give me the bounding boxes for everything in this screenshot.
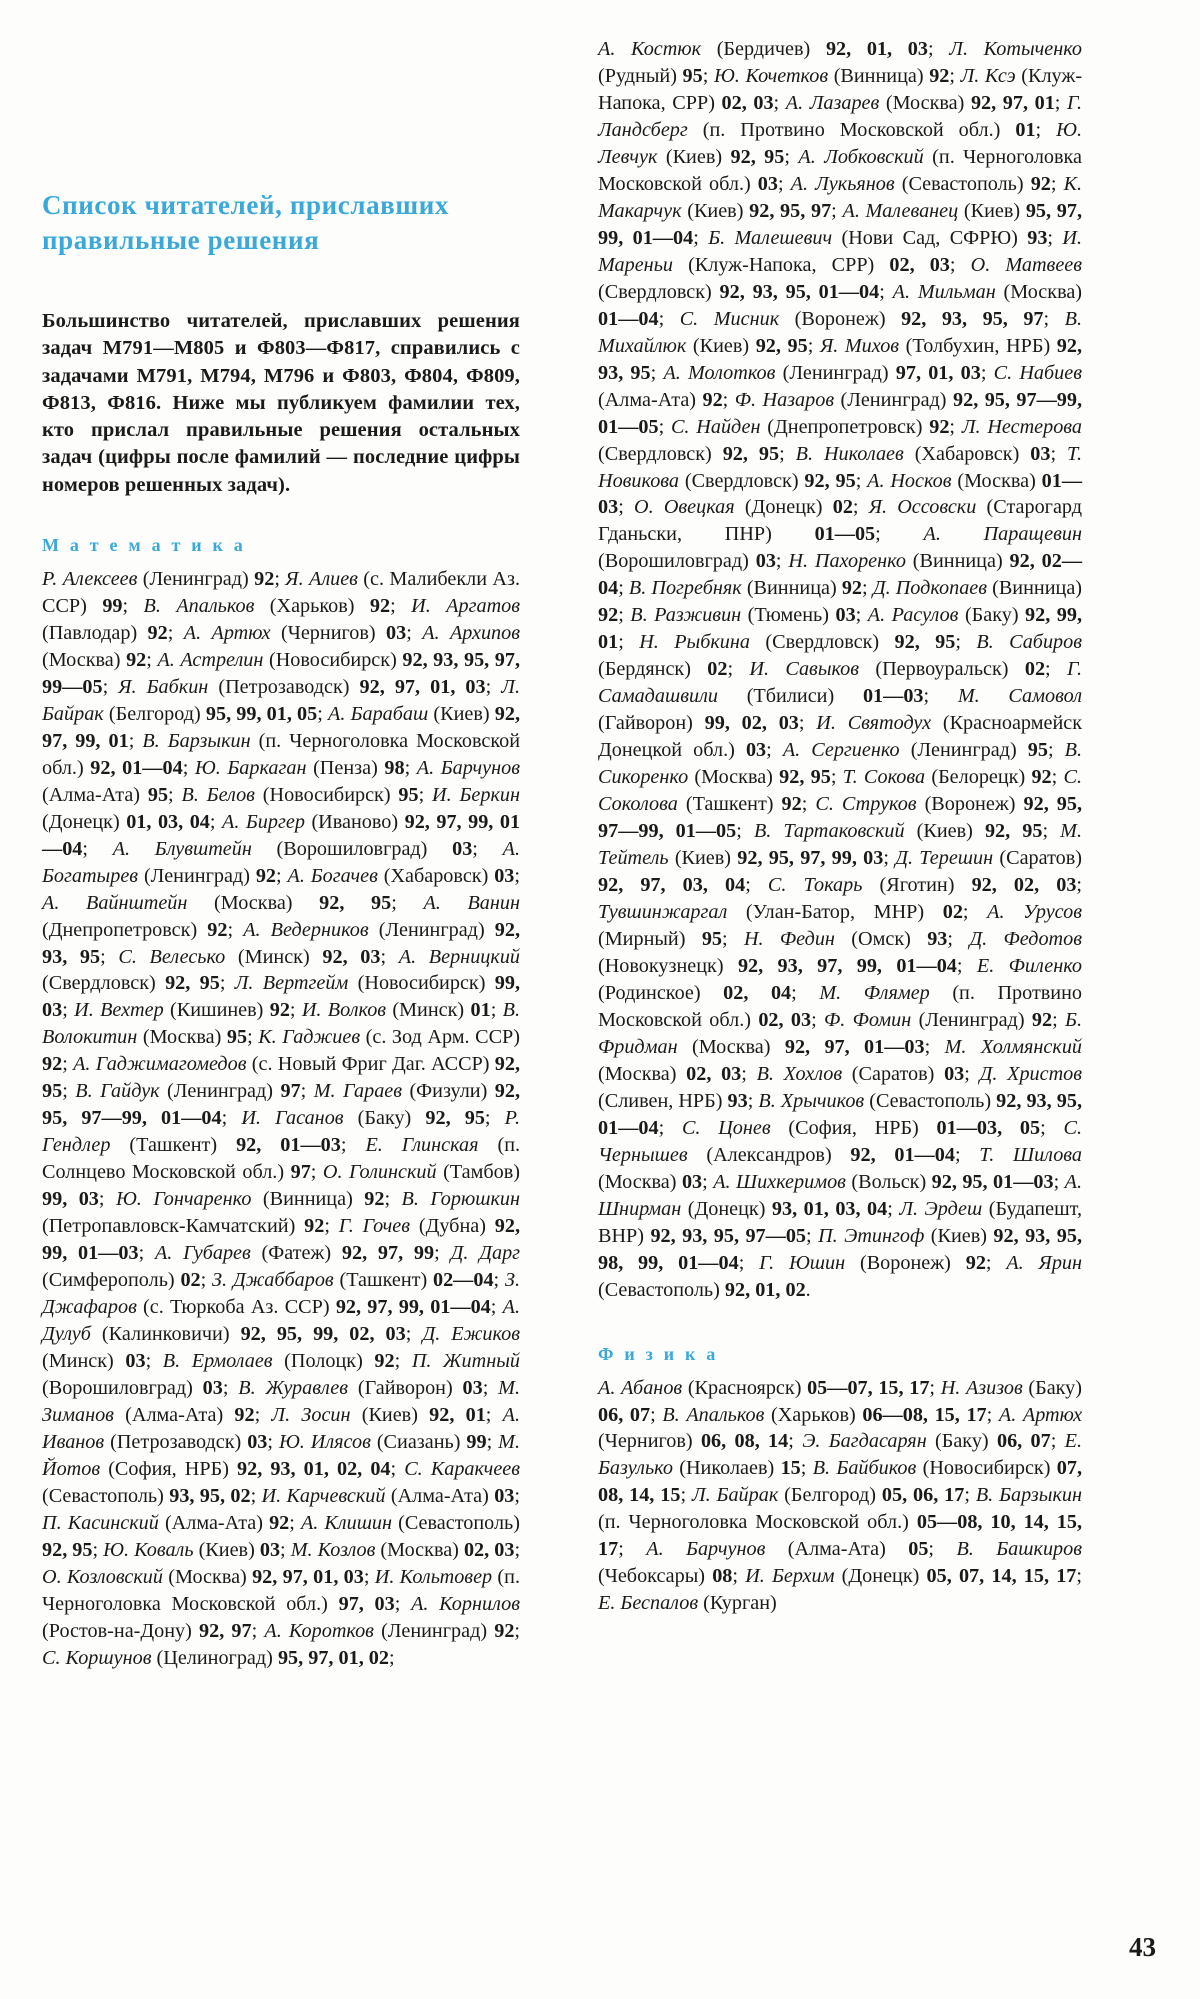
page-number: 43	[1129, 1932, 1156, 1962]
math-names-left: Р. Алексеев (Ленинград) 92; Я. Алиев (с. Малибекли Аз. ССР) 99; В. Апальков (Харьков) 92; И. Аргатов (Павлодар) 92; А. Артюх (Чернигов) 03; А. Архипов (Москва) 92; А. Астрелин (Новосибирск) 92, 93, 95, 97, 99—05; Я. Бабкин (Петрозаводск) 92, 97, 01, 03; Л. Байрак (Белгород) 95, 99, 01, 05; А. Барабаш (Киев) 92, 97, 99, 01; В. Барзыкин (п. Черноголовка Московской обл.) 92, 01—04; Ю. Баркаган (Пенза) 98; А. Барчунов (Алма-Ата) 95; В. Белов (Новосибирск) 95; И. Беркин (Донецк) 01, 03, 04; А. Биргер (Иваново) 92, 97, 99, 01—04; А. Блувштейн (Ворошиловград) 03; А. Богатырев (Ленинград) 92; А. Богачев (Хабаровск) 03; А. Вайнштейн (Москва) 92, 95; А. Ванин (Днепропетровск) 92; А. Ведерников (Ленинград) 92, 93, 95; С. Велесько (Минск) 92, 03; А. Верницкий (Свердловск) 92, 95; Л. Вертгейм (Новосибирск) 99, 03; И. Вехтер (Кишинев) 92; И. Волков (Минск) 01; В. Волокитин (Москва) 95; К. Гаджиев (с. Зод Арм. ССР) 92; А. Гаджимагомедов (с. Новый Фриг Даг. АССР) 92, 95; В. Гайдук (Ленинград) 97; М. Гараев (Физули) 92, 95, 97—99, 01—04; И. Гасанов (Баку) 92, 95; Р. Гендлер (Ташкент) 92, 01—03; Е. Глинская (п. Солнцево Московской обл.) 97; О. Голинский (Тамбов) 99, 03; Ю. Гончаренко (Винница) 92; В. Горюшкин (Петропавловск-Камчатский) 92; Г. Гочев (Дубна) 92, 99, 01—03; А. Губарев (Фатеж) 92, 97, 99; Д. Дарг (Симферополь) 02; З. Джаббаров (Ташкент) 02—04; З. Джафаров (с. Тюркоба Аз. ССР) 92, 97, 99, 01—04; А. Дулуб (Калинковичи) 92, 95, 99, 02, 03; Д. Ежиков (Минск) 03; В. Ермолаев (Полоцк) 92; П. Житный (Ворошиловград) 03; В. Журавлев (Гайворон) 03; М. Зиманов (Алма-Ата) 92; Л. Зосин (Киев) 92, 01; А. Иванов (Петрозаводск) 03; Ю. Илясов (Сиазань) 99; М. Йотов (София, НРБ) 92, 93, 01, 02, 04; С. Каракчеев (Севастополь) 93, 95, 02; И. Карчевский (Алма-Ата) 03; П. Касинский (Алма-Ата) 92; А. Клишин (Севастополь) 92, 95; Ю. Коваль (Киев) 03; М. Козлов (Москва) 02, 03; О. Козловский (Москва) 92, 97, 01, 03; И. Кольтовер (п. Черноголовка Московской обл.) 97, 03; А. Корнилов (Ростов-на-Дону) 92, 97; А. Коротков (Ленинград) 92; С. Коршунов (Целиноград) 95, 97, 01, 02;	[42, 567, 521, 1669]
intro-paragraph: Большинство читателей, приславших решения задач М791—М805 и Ф803—Ф817, справились с задачами М791, М794, М796 и Ф803, Ф804, Ф809, Ф813, Ф816. Ниже мы публикуем фамилии тех, кто прислал правильные решения остальных задач (цифры после фамилий — последние цифры номеров решенных задач).	[42, 310, 520, 496]
left-column	[42, 0, 582, 1999]
section-heading-physics: Ф и з и к а	[598, 1343, 719, 1364]
physics-names: А. Абанов (Красноярск) 05—07, 15, 17; Н. Азизов (Баку) 06, 07; В. Апальков (Харьков) 06—08, 15, 17; А. Артюх (Чернигов) 06, 08, 14; Э. Багдасарян (Баку) 06, 07; Е. Базулько (Николаев) 15; В. Байбиков (Новосибирск) 07, 08, 14, 15; Л. Байрак (Белгород) 05, 06, 17; В. Барзыкин (п. Черноголовка Московской обл.) 05—08, 10, 14, 15, 17; А. Барчунов (Алма-Ата) 05; В. Башкиров (Чебоксары) 08; И. Берхим (Донецк) 05, 07, 14, 15, 17; Е. Беспалов (Курган)	[598, 1376, 1083, 1615]
page-title: Список читателей, приславших правильные решения	[42, 190, 450, 256]
section-heading-mathematics: М а т е м а т и к а	[42, 534, 246, 555]
math-names-right: А. Костюк (Бердичев) 92, 01, 03; Л. Котыченко (Рудный) 95; Ю. Кочетков (Винница) 92; Л. Ксэ (Клуж-Напока, СРР) 02, 03; А. Лазарев (Москва) 92, 97, 01; Г. Ландсберг (п. Протвино Московской обл.) 01; Ю. Левчук (Киев) 92, 95; А. Лобковский (п. Черноголовка Московской обл.) 03; А. Лукьянов (Севастополь) 92; К. Макарчук (Киев) 92, 95, 97; А. Малеванец (Киев) 95, 97, 99, 01—04; Б. Малешевич (Нови Сад, СФРЮ) 93; И. Мареньи (Клуж-Напока, СРР) 02, 03; О. Матвеев (Свердловск) 92, 93, 95, 01—04; А. Мильман (Москва) 01—04; С. Мисник (Воронеж) 92, 93, 95, 97; В. Михайлюк (Киев) 92, 95; Я. Михов (Толбухин, НРБ) 92, 93, 95; А. Молотков (Ленинград) 97, 01, 03; С. Набиев (Алма-Ата) 92; Ф. Назаров (Ленинград) 92, 95, 97—99, 01—05; С. Найден (Днепропетровск) 92; Л. Нестерова (Свердловск) 92, 95; В. Николаев (Хабаровск) 03; Т. Новикова (Свердловск) 92, 95; А. Носков (Москва) 01—03; О. Овецкая (Донецк) 02; Я. Оссовски (Старогард Гданьски, ПНР) 01—05; А. Паращевин (Ворошиловград) 03; Н. Пахоренко (Винница) 92, 02—04; В. Погребняк (Винница) 92; Д. Подкопаев (Винница) 92; В. Разживин (Тюмень) 03; А. Расулов (Баку) 92, 99, 01; Н. Рыбкина (Свердловск) 92, 95; В. Сабиров (Бердянск) 02; И. Савыков (Первоуральск) 02; Г. Самадашвили (Тбилиси) 01—03; М. Самовол (Гайворон) 99, 02, 03; И. Святодух (Красноармейск Донецкой обл.) 03; А. Сергиенко (Ленинград) 95; В. Сикоренко (Москва) 92, 95; Т. Сокова (Белорецк) 92; С. Соколова (Ташкент) 92; С. Струков (Воронеж) 92, 95, 97—99, 01—05; В. Тартаковский (Киев) 92, 95; М. Тейтель (Киев) 92, 95, 97, 99, 03; Д. Терешин (Саратов) 92, 97, 03, 04; С. Токарь (Яготин) 92, 02, 03; Тувшинжаргал (Улан-Батор, МНР) 02; А. Урусов (Мирный) 95; Н. Федин (Омск) 93; Д. Федотов (Новокузнецк) 92, 93, 97, 99, 01—04; Е. Филенко (Родинское) 02, 04; М. Флямер (п. Протвино Московской обл.) 02, 03; Ф. Фомин (Ленинград) 92; Б. Фридман (Москва) 92, 97, 01—03; М. Холмянский (Москва) 02, 03; В. Хохлов (Саратов) 03; Д. Христов (Сливен, НРБ) 93; В. Хрычиков (Севастополь) 92, 93, 95, 01—04; С. Цонев (София, НРБ) 01—03, 05; С. Чернышев (Александров) 92, 01—04; Т. Шилова (Москва) 03; А. Шихкеримов (Вольск) 92, 95, 01—03; А. Шнирман (Донецк) 93, 01, 03, 04; Л. Эрдеш (Будапешт, ВНР) 92, 93, 95, 97—05; П. Этингоф (Киев) 92, 93, 95, 98, 99, 01—04; Г. Юшин (Воронеж) 92; А. Ярин (Севастополь) 92, 01, 02.	[598, 38, 1083, 1301]
right-column	[598, 0, 1138, 1999]
